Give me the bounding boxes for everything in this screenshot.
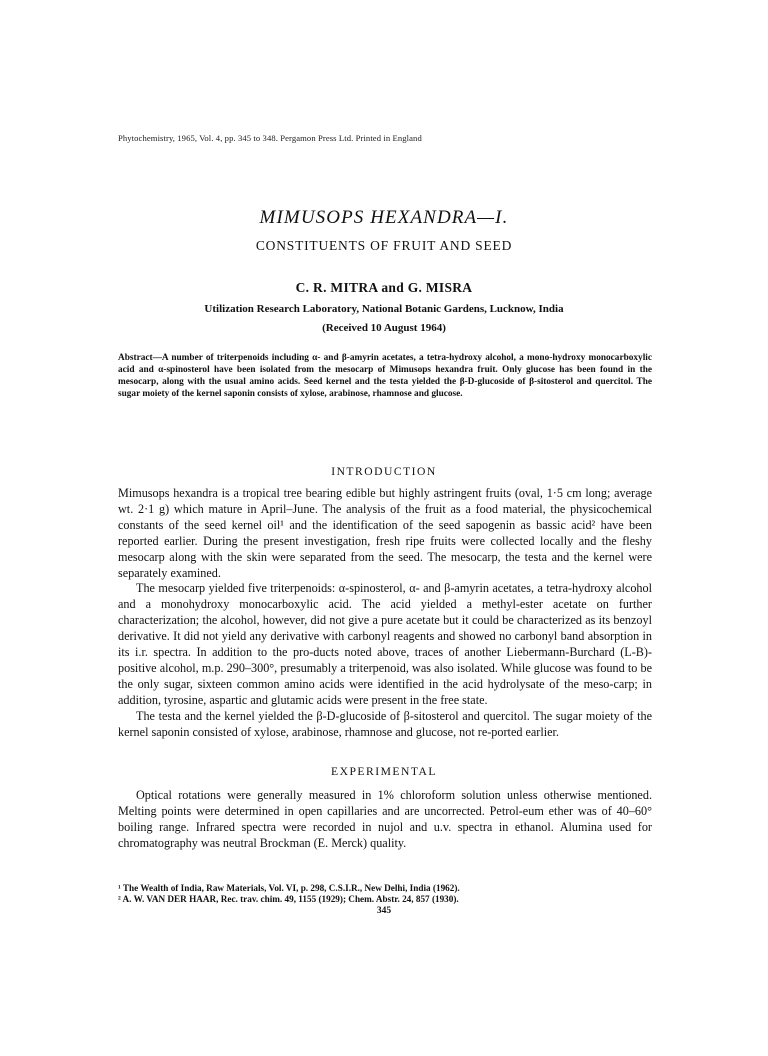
authors: C. R. MITRA and G. MISRA (295, 280, 473, 295)
received-date: (Received 10 August 1964) (322, 322, 446, 334)
introduction-body (118, 486, 652, 741)
intro-paragraph-1: Mimusops hexandra is a tropical tree bearing edible but highly astringent fruits (oval, 1·5 cm long; average wt. 2·1 g) which mature in April–June. The analysis of the fruit as a food material, the physicochemical constants of the seed kernel oil¹ and the identification of the seed sapogenin as bassic acid² have been reported earlier. During the present investigation, fresh ripe fruits were collected locally and the fleshy mesocarp along with the skin were separated from the seed. The mesocarp, the testa and the kernel were separately examined. (118, 486, 652, 580)
footnote-2: ² A. W. VAN DER HAAR, Rec. trav. chim. 49, 1155 (1929); Chem. Abstr. 24, 857 (1930). (118, 894, 459, 904)
running-head: Phytochemistry, 1965, Vol. 4, pp. 345 to 348. Pergamon Press Ltd. Printed in England (118, 133, 422, 143)
experimental-body (118, 788, 652, 852)
article-title: MIMUSOPS HEXANDRA—I. (259, 207, 509, 228)
intro-paragraph-2: The mesocarp yielded five triterpenoids: α-spinosterol, α- and β-amyrin acetates, a tetra-hydroxy alcohol and a monohydroxy monocarboxylic acid. The acid yielded a methyl-ester acetate on further characterization; the alcohol, however, did not give a pure acetate but it could be characterized as its benzoyl derivative. It did not yield any derivative with carbonyl reagents and showed no carbonyl band absorption in its i.r. spectra. In addition to the pro-ducts noted above, traces of another Liebermann-Burchard (L-B)-positive alcohol, m.p. 290–300°, presumably a triterpenoid, was also isolated. While glucose was found to be the only sugar, sixteen common amino acids were identified in the acid hydrolysate of the meso-carp; in addition, tyrosine, aspartic and glutamic acids were present in the free state. (118, 581, 652, 707)
footnotes (118, 883, 658, 905)
intro-paragraph-3: The testa and the kernel yielded the β-D-glucoside of β-sitosterol and quercitol. The sugar moiety of the kernel saponin consisted of xylose, arabinose, rhamnose and glucose, not re-ported earlier. (118, 708, 652, 739)
exp-paragraph-1: Optical rotations were generally measured in 1% chloroform solution unless otherwise mentioned. Melting points were determined in open capillaries and are uncorrected. Petrol-eum ether was of 40–60° boiling range. Infrared spectra were recorded in nujol and u.v. spectra in ethanol. Alumina used for chromatography was neutral Brockman (E. Merck) quality. (118, 788, 652, 850)
introduction-heading: INTRODUCTION (331, 465, 437, 478)
abstract-label: Abstract— (118, 353, 162, 363)
article-subtitle: CONSTITUENTS OF FRUIT AND SEED (255, 238, 513, 253)
experimental-heading: EXPERIMENTAL (331, 765, 437, 778)
abstract (118, 352, 652, 400)
abstract-text: A number of triterpenoids including α- and β-amyrin acetates, a tetra-hydroxy alcohol, a mono-hydroxy monocarboxylic acid and α-spinosterol have been isolated from the mesocarp of Mimusops hexandra fruit. Only glucose has been found in the mesocarp, along with the usual amino acids. Seed kernel and the testa yielded the β-D-glucoside of β-sitosterol and quercitol. The sugar moiety of the kernel saponin consists of xylose, arabinose, rhamnose and glucose. (118, 353, 652, 399)
affiliation: Utilization Research Laboratory, National Botanic Gardens, Lucknow, India (204, 303, 564, 315)
footnote-1: ¹ The Wealth of India, Raw Materials, Vol. VI, p. 298, C.S.I.R., New Delhi, India (1962). (118, 883, 460, 893)
page-number: 345 (376, 906, 392, 916)
